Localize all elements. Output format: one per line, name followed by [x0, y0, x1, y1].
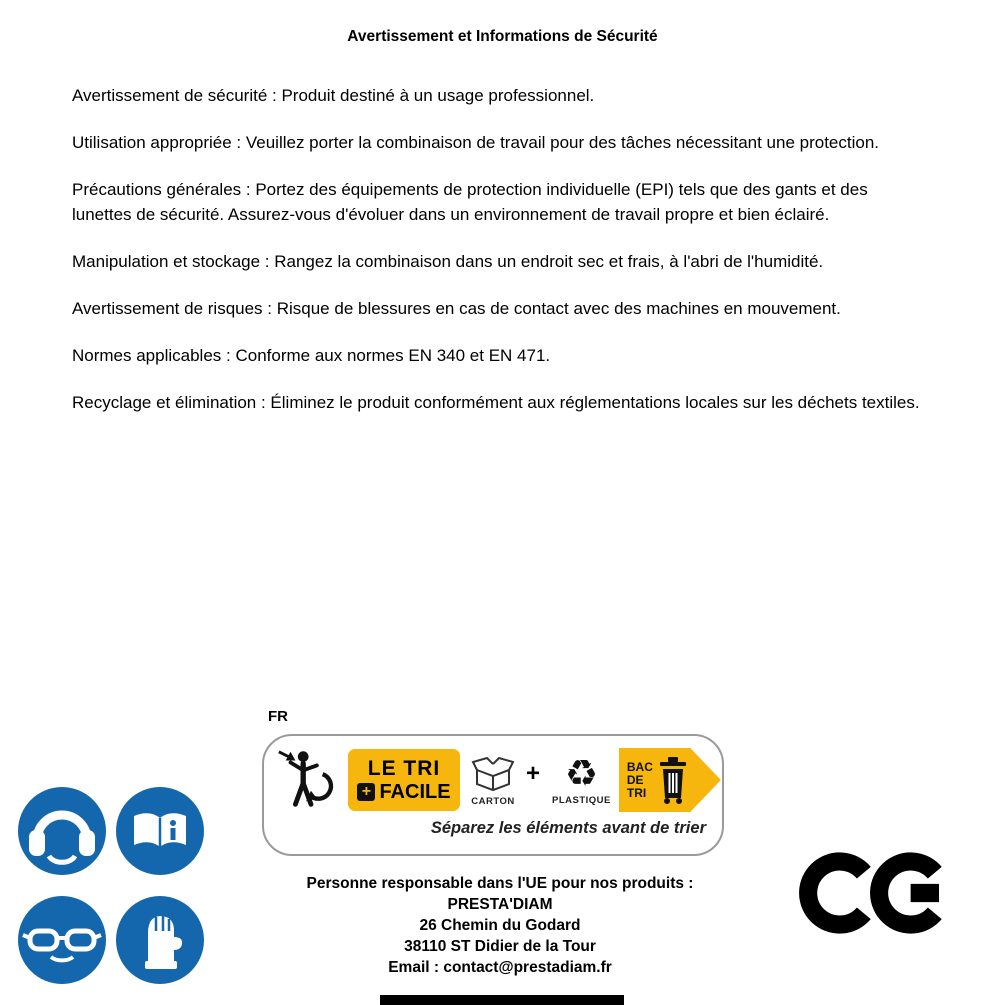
- read-manual-icon: [115, 786, 205, 876]
- responsible-address-block: [150, 873, 850, 978]
- facile-label: FACILE: [379, 780, 451, 803]
- safety-paragraphs: [72, 83, 930, 437]
- address-intro: Personne responsable dans l'UE pour nos produits :: [306, 875, 694, 892]
- eye-protection-icon: [17, 895, 107, 985]
- carton-label: CARTON: [471, 796, 515, 807]
- country-code-label: FR: [268, 708, 288, 725]
- de-line: DE: [626, 772, 644, 787]
- safety-paragraph: Avertissement de risques : Risque de blessures en cas de contact avec des machines en mouvement.: [72, 299, 841, 318]
- tri-line: TRI: [626, 785, 647, 800]
- ear-protection-icon: [17, 786, 107, 876]
- carton-box-icon: [470, 753, 516, 795]
- company-name: PRESTA'DIAM: [447, 896, 553, 913]
- safety-paragraph: Avertissement de sécurité : Produit destiné à un usage professionnel.: [72, 86, 595, 105]
- safety-paragraph: Normes applicables : Conforme aux normes EN 340 et EN 471.: [72, 346, 551, 365]
- triman-icon: [274, 747, 346, 813]
- ce-mark-icon: [797, 852, 947, 934]
- bac-line: BAC: [626, 759, 653, 774]
- plastique-item: [552, 754, 611, 806]
- safety-paragraph: Précautions générales : Portez des équipements de protection individuelle (EPI) tels que des gants et des lunettes de sécurité. Assurez-vous d'évoluer dans un environnement de travail propre et bien éclairé.: [72, 180, 868, 224]
- address-street: 26 Chemin du Godard: [419, 917, 581, 934]
- bac-de-tri-label: [627, 761, 653, 800]
- bac-de-tri-flag: [619, 748, 721, 812]
- le-tri-label: LE TRI: [367, 756, 441, 780]
- tri-facile-banner: [262, 734, 724, 856]
- safety-paragraph: Manipulation et stockage : Rangez la combinaison dans un endroit sec et frais, à l'abri de l'humidité.: [72, 252, 824, 271]
- address-email: Email : contact@prestadiam.fr: [388, 959, 612, 976]
- bottom-black-strip: [380, 995, 624, 1005]
- recycling-symbol-icon: ♻: [564, 753, 599, 794]
- address-city: 38110 ST Didier de la Tour: [404, 938, 596, 955]
- safety-paragraph: Utilisation appropriée : Veuillez porter la combinaison de travail pour des tâches nécessitant une protection.: [72, 133, 880, 152]
- plastique-label: PLASTIQUE: [552, 795, 611, 806]
- plus-icon: +: [357, 783, 375, 801]
- carton-item: [470, 753, 516, 807]
- plus-separator: +: [526, 760, 541, 787]
- page-title: Avertissement et Informations de Sécurité: [347, 28, 658, 45]
- facile-label-row: [357, 781, 450, 804]
- sorting-note: Séparez les éléments avant de trier: [430, 819, 706, 837]
- tri-banner-row: [274, 741, 714, 819]
- safety-paragraph: Recyclage et élimination : Éliminez le produit conformément aux réglementations locales sur les déchets textiles.: [72, 393, 920, 412]
- le-tri-facile-badge: [348, 749, 460, 811]
- trash-bin-icon: [656, 755, 690, 805]
